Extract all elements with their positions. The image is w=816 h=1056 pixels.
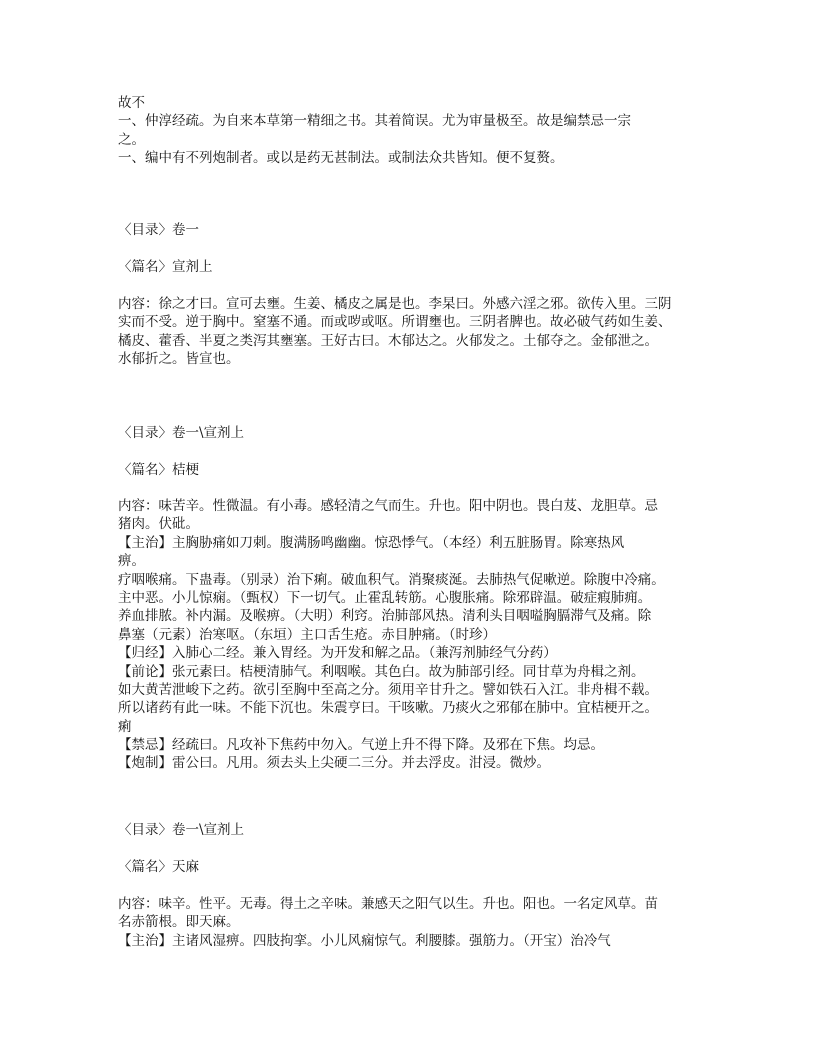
text-line: 〈篇名〉宣剂上 bbox=[118, 259, 213, 275]
text-line: 【禁忌】经疏曰。凡攻补下焦药中勿入。气逆上升不得下降。及邪在下焦。均忌。 bbox=[118, 737, 604, 754]
text-line: 所以诸药有此一味。不能下沉也。朱震亨曰。干咳嗽。乃痰火之邪郁在肺中。宜桔梗开之。 bbox=[118, 700, 658, 717]
text-line: 【前论】张元素曰。桔梗清肺气。利咽喉。其色白。故为肺部引经。同甘草为舟楫之剂。 bbox=[118, 663, 645, 680]
text-line: 故不 bbox=[118, 95, 145, 111]
text-line: 水郁折之。皆宣也。 bbox=[118, 351, 240, 368]
text-line: 痢 bbox=[118, 718, 132, 735]
text-line: 之。 bbox=[118, 131, 145, 148]
content-3 bbox=[118, 895, 658, 950]
text-line: 养血排脓。补内漏。及喉痹。（大明）利窍。治肺部风热。清利头目咽嗌胸膈滞气及痛。除 bbox=[118, 608, 652, 625]
text-line: 橘皮、藿香、半夏之类泻其壅塞。王好古曰。木郁达之。火郁发之。土郁夺之。金郁泄之。 bbox=[118, 332, 658, 349]
preface-notes bbox=[118, 94, 631, 168]
text-line: 【炮制】雷公曰。凡用。须去头上尖硬二三分。并去浮皮。泔浸。微炒。 bbox=[118, 755, 550, 772]
text-line: 疗咽喉痛。下蛊毒。（别录）治下痢。破血积气。消聚痰涎。去肺热气促嗽逆。除腹中冷痛。 bbox=[118, 571, 665, 588]
text-line: 一、仲淳经疏。为自来本草第一精细之书。其着简误。尤为审量极至。故是编禁忌一宗 bbox=[118, 113, 631, 130]
text-line: 鼻塞（元素）治寒呕。（东垣）主口舌生疮。赤目肿痛。（时珍） bbox=[118, 626, 496, 643]
text-line: 〈篇名〉天麻 bbox=[118, 859, 199, 875]
chapter-title-1 bbox=[118, 258, 213, 276]
chapter-title-3 bbox=[118, 858, 199, 876]
text-line: 名赤箭根。即天麻。 bbox=[118, 914, 240, 931]
text-line: 痹。 bbox=[118, 553, 145, 570]
catalog-heading-3 bbox=[118, 821, 244, 839]
text-line: 内容：味辛。性平。无毒。得土之辛味。兼感天之阳气以生。升也。阳也。一名定风草。苗 bbox=[118, 896, 658, 912]
text-line: 〈目录〉卷一 bbox=[118, 222, 199, 238]
catalog-heading-1 bbox=[118, 221, 199, 239]
text-line: 〈目录〉卷一\宣剂上 bbox=[118, 425, 245, 441]
text-line: 实而不受。逆于胸中。窒塞不通。而或哕或呕。所谓壅也。三阴者脾也。故必破气药如生姜、 bbox=[118, 314, 672, 331]
text-line: 【归经】入肺心二经。兼入胃经。为开发和解之品。（兼泻剂肺经气分药） bbox=[118, 645, 557, 662]
text-line: 【主治】主胸胁痛如刀刺。腹满肠鸣幽幽。惊恐悸气。（本经）利五脏肠胃。除寒热风 bbox=[118, 534, 625, 551]
catalog-heading-2 bbox=[118, 424, 244, 442]
text-line: 【主治】主诸风湿痹。四肢拘挛。小儿风痫惊气。利腰膝。强筋力。（开宝）治冷气 bbox=[118, 932, 611, 949]
chapter-title-2 bbox=[118, 461, 199, 479]
content-1 bbox=[118, 295, 672, 369]
text-line: 如大黄苦泄峻下之药。欲引至胸中至高之分。须用辛甘升之。譬如铁石入江。非舟楫不载。 bbox=[118, 681, 658, 698]
text-line: 一、编中有不列炮制者。或以是药无甚制法。或制法众共皆知。便不复赘。 bbox=[118, 150, 564, 167]
text-line: 〈篇名〉桔梗 bbox=[118, 462, 199, 478]
text-line: 内容：徐之才曰。宣可去壅。生姜、橘皮之属是也。李杲曰。外感六淫之邪。欲传入里。三阴 bbox=[118, 296, 672, 312]
text-line: 内容：味苦辛。性微温。有小毒。感轻清之气而生。升也。阳中阴也。畏白芨、龙胆草。忌 bbox=[118, 498, 658, 514]
content-2 bbox=[118, 497, 665, 773]
text-line: 主中恶。小儿惊痫。（甄权）下一切气。止霍乱转筋。心腹胀痛。除邪辟温。破症瘕肺痈。 bbox=[118, 589, 652, 606]
text-line: 猪肉。伏砒。 bbox=[118, 516, 199, 533]
text-line: 〈目录〉卷一\宣剂上 bbox=[118, 822, 245, 838]
